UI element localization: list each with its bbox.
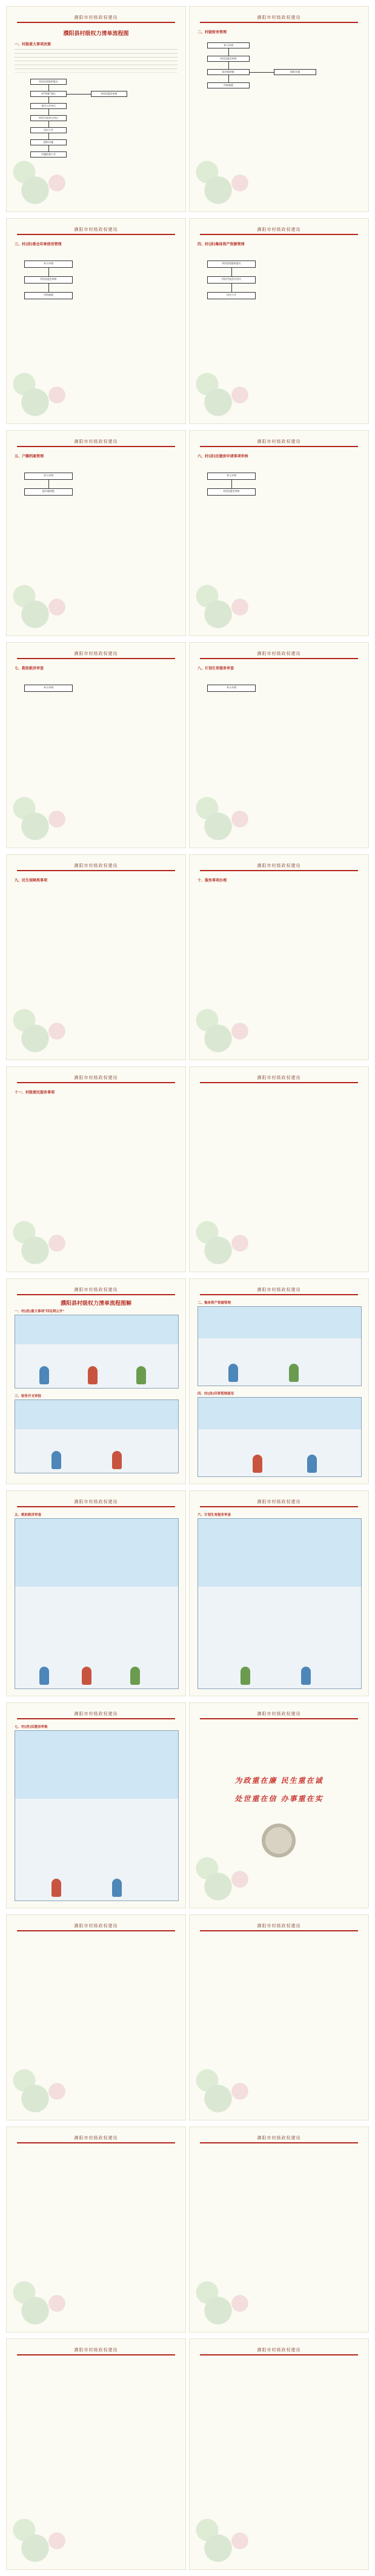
page-10	[189, 854, 369, 1060]
flow-connector	[228, 62, 229, 69]
header-rule	[200, 22, 358, 23]
page-header: 濮阳市村级政权建设	[257, 1711, 301, 1716]
page-2	[189, 6, 369, 212]
lotus-decoration	[189, 2497, 262, 2570]
flow-step-discuss: 村"两委"商议	[30, 91, 67, 97]
flow-step-publicize: 决议公开	[207, 292, 256, 299]
flow-step-proposal: 村(居)党组织提议	[30, 79, 67, 85]
header-rule	[200, 1718, 358, 1719]
header-rule	[200, 234, 358, 235]
flow-connector	[231, 268, 232, 276]
header-rule	[17, 1082, 175, 1083]
lotus-decoration	[189, 2048, 262, 2120]
comic-page-4	[189, 1490, 369, 1696]
page-header: 濮阳市村级政权建设	[74, 2348, 118, 2352]
page-4	[189, 218, 369, 424]
comic-sky	[15, 1400, 178, 1429]
page-header: 濮阳市村级政权建设	[74, 1499, 118, 1504]
comic-figure	[39, 1366, 49, 1384]
section-title-8: 八、计划生育服务审查	[197, 666, 234, 671]
slogan-line-2: 处世重在信 办事重在实	[234, 1794, 324, 1803]
comic-figure	[253, 1455, 262, 1473]
comic-item-title: 二、集体资产资源管理	[197, 1301, 231, 1305]
comic-figure	[136, 1366, 146, 1384]
page-extra-2	[189, 1914, 369, 2120]
flow-step-side: 村(居)委会审核	[91, 91, 127, 97]
flow-step-proposal: 村(居)党组织提议	[207, 261, 256, 268]
page-header: 濮阳市村级政权建设	[74, 1075, 118, 1080]
flow-step-archive: 归档备案	[207, 82, 250, 88]
lotus-decoration	[6, 2048, 79, 2120]
flow-connector	[231, 480, 232, 488]
page-6	[189, 430, 369, 636]
lotus-decoration	[189, 988, 262, 1060]
page-header: 濮阳市村级政权建设	[74, 1711, 118, 1716]
section-title-10: 十、服务事项办理	[197, 878, 227, 883]
flow-connector	[48, 480, 49, 488]
flow-step-review: 村(居)委会审核	[24, 276, 73, 284]
header-rule	[17, 1506, 175, 1507]
comic-figure	[130, 1667, 140, 1685]
header-rule	[17, 446, 175, 447]
comic-figure	[112, 1879, 122, 1897]
header-rule	[17, 2142, 175, 2143]
comic-sky	[198, 1307, 361, 1338]
page-header: 濮阳市村级政权建设	[74, 1287, 118, 1292]
page-header: 濮阳市村级政权建设	[257, 15, 301, 20]
flow-step-apply: 本人申请	[24, 261, 73, 268]
comic-item-title: 四、村(居)印章管理使用	[197, 1392, 234, 1396]
comic-page-1	[6, 1278, 186, 1484]
header-rule	[17, 1930, 175, 1931]
page-extra-5	[6, 2339, 186, 2570]
comic-figure	[307, 1455, 317, 1473]
flow-connector	[228, 75, 229, 82]
comic-sky	[15, 1519, 178, 1587]
flow-connector	[48, 121, 49, 127]
section-title-6: 六、村(居)民建房申请事项审核	[197, 454, 248, 459]
flow-connector	[67, 94, 91, 95]
flow-step-review: 村(居)委会审核	[207, 56, 250, 62]
comic-panel	[197, 1518, 362, 1689]
lotus-decoration	[6, 139, 79, 212]
comic-sky	[198, 1519, 361, 1587]
flow-connector	[231, 284, 232, 292]
seal-emblem	[262, 1824, 296, 1857]
section-title-9: 九、民生保障类事项	[15, 878, 48, 883]
header-rule	[17, 658, 175, 659]
flow-step-archive: 归档备案	[24, 292, 73, 299]
header-rule	[200, 2142, 358, 2143]
flow-connector	[48, 109, 49, 115]
comic-page-3	[6, 1490, 186, 1696]
comic-panel	[197, 1306, 362, 1386]
flow-connector	[250, 72, 274, 73]
lotus-decoration	[6, 351, 79, 424]
lotus-decoration	[189, 2260, 262, 2332]
page-header: 濮阳市村级政权建设	[257, 2136, 301, 2140]
comic-figure	[241, 1667, 250, 1685]
comic-item-title: 三、财务开支审批	[15, 1395, 42, 1398]
section-title-4: 四、村(居)集体资产资源管理	[197, 242, 245, 247]
lotus-decoration	[6, 775, 79, 848]
flow-connector	[48, 284, 49, 292]
slogan-line-1: 为政重在廉 民生重在诚	[234, 1776, 324, 1785]
section-title-11: 十一、村级便民服务事项	[15, 1090, 55, 1095]
lotus-decoration	[6, 2260, 79, 2332]
comic-figure	[51, 1451, 61, 1469]
lotus-decoration	[189, 351, 262, 424]
page-11	[6, 1066, 186, 1272]
comic-panel	[15, 1730, 179, 1901]
page-7	[6, 642, 186, 848]
lotus-decoration	[6, 563, 79, 636]
flow-step-council: 党员大会审议	[30, 103, 67, 109]
page-extra-4	[189, 2126, 369, 2332]
section-title-2: 二、村级财务管理	[197, 30, 227, 35]
header-rule	[17, 234, 175, 235]
header-rule	[17, 2354, 175, 2355]
flow-step-report: 报乡镇审批	[207, 69, 250, 75]
comic-page-5	[6, 1702, 186, 1908]
flow-step-implement: 组织实施	[30, 139, 67, 145]
header-rule	[200, 446, 358, 447]
page-9	[6, 854, 186, 1060]
page-header: 濮阳市村级政权建设	[257, 1499, 301, 1504]
page-header: 濮阳市村级政权建设	[74, 863, 118, 868]
flow-step-review: 村(居)委会审核	[207, 488, 256, 496]
flow-step-resolution: 村民代表会议决议	[207, 276, 256, 284]
flow-step-apply: 本人申请	[24, 685, 73, 692]
comic-item-title: 六、计划生育服务审查	[197, 1513, 231, 1517]
page-3	[6, 218, 186, 424]
lotus-decoration	[189, 1200, 262, 1272]
flow-step-result: 实施结果公开	[30, 151, 67, 158]
comic-item-title: 七、村(居)民建房审核	[15, 1725, 48, 1729]
flow-step-implement-2: 组织实施	[274, 69, 316, 75]
comic-sky	[198, 1398, 361, 1429]
flow-step-apply: 本人申请	[24, 473, 73, 480]
page-header: 濮阳市村级政权建设	[257, 2348, 301, 2352]
comic-panel	[197, 1397, 362, 1477]
page-header: 濮阳市村级政权建设	[74, 439, 118, 444]
page-header: 濮阳市村级政权建设	[257, 1924, 301, 1928]
comic-figure	[39, 1667, 49, 1685]
flow-connector	[48, 268, 49, 276]
header-rule	[17, 22, 175, 23]
page-1	[6, 6, 186, 212]
page-header: 濮阳市村级政权建设	[74, 651, 118, 656]
header-rule	[200, 870, 358, 871]
header-rule	[200, 1930, 358, 1931]
doc-title: 濮阳县村级权力清单流程图	[63, 31, 129, 37]
lotus-decoration	[6, 1200, 79, 1272]
page-extra-6	[189, 2339, 369, 2570]
lotus-decoration	[6, 2497, 79, 2570]
page-header: 濮阳市村级政权建设	[257, 1287, 301, 1292]
lotus-decoration	[189, 563, 262, 636]
lotus-decoration	[189, 139, 262, 212]
comic-panel	[15, 1399, 179, 1473]
page-extra-3	[6, 2126, 186, 2332]
header-rule	[200, 1294, 358, 1295]
flow-connector	[48, 97, 49, 103]
header-rule	[17, 1294, 175, 1295]
section-title-1: 一、村级重大事项决策	[15, 42, 51, 47]
flow-step-apply: 本人申请	[207, 473, 256, 480]
comic-figure	[82, 1667, 91, 1685]
comic-page-2	[189, 1278, 369, 1484]
flow-connector	[228, 48, 229, 56]
flow-step-apply: 本人申请	[207, 42, 250, 48]
page-header: 濮阳市村级政权建设	[257, 863, 301, 868]
header-rule	[200, 1082, 358, 1083]
section-title-3: 三、村(居)委会印章使用管理	[15, 242, 62, 247]
comic-figure	[88, 1366, 98, 1384]
page-8	[189, 642, 369, 848]
flow-connector	[48, 85, 49, 91]
header-rule	[17, 870, 175, 871]
comic-panel	[15, 1518, 179, 1689]
comic-figure	[112, 1451, 122, 1469]
comic-figure	[51, 1879, 61, 1897]
page-header: 濮阳市村级政权建设	[257, 227, 301, 232]
comic-sky	[15, 1315, 178, 1344]
comic-item-title: 一、村(居)重大事项"四议两公开"	[15, 1310, 65, 1313]
lotus-decoration	[6, 988, 79, 1060]
header-rule	[200, 658, 358, 659]
page-5	[6, 430, 186, 636]
section-title-5: 五、户籍档案管理	[15, 454, 44, 459]
comic-panel	[15, 1315, 179, 1389]
page-12	[189, 1066, 369, 1272]
comic-sky	[15, 1731, 178, 1799]
comic-figure	[228, 1364, 238, 1382]
header-rule	[17, 1718, 175, 1719]
page-header: 濮阳市村级政权建设	[74, 1924, 118, 1928]
page-header: 濮阳市村级政权建设	[257, 439, 301, 444]
flow-step-report: 报乡镇审批	[24, 488, 73, 496]
lotus-decoration	[189, 1836, 262, 1908]
page-header: 濮阳市村级政权建设	[257, 1075, 301, 1080]
flow-step-publicize: 决议公开	[30, 127, 67, 133]
comic-figure	[289, 1364, 299, 1382]
lotus-decoration	[189, 775, 262, 848]
header-rule	[200, 1506, 358, 1507]
comic-section-title: 濮阳县村级权力清单流程图解	[60, 1301, 131, 1307]
page-header: 濮阳市村级政权建设	[257, 651, 301, 656]
page-extra-1	[6, 1914, 186, 2120]
page-header: 濮阳市村级政权建设	[74, 15, 118, 20]
page-header: 濮阳市村级政权建设	[74, 2136, 118, 2140]
flow-step-resolution: 村民代表会议决议	[30, 115, 67, 121]
flow-step-apply: 本人申请	[207, 685, 256, 692]
comic-item-title: 五、救助救济审查	[15, 1513, 42, 1517]
flow-connector	[48, 133, 49, 139]
page-header: 濮阳市村级政权建设	[74, 227, 118, 232]
section-body-text	[15, 47, 178, 73]
comic-figure	[301, 1667, 311, 1685]
header-rule	[200, 2354, 358, 2355]
section-title-7: 七、救助救济审查	[15, 666, 44, 671]
closing-page	[189, 1702, 369, 1908]
